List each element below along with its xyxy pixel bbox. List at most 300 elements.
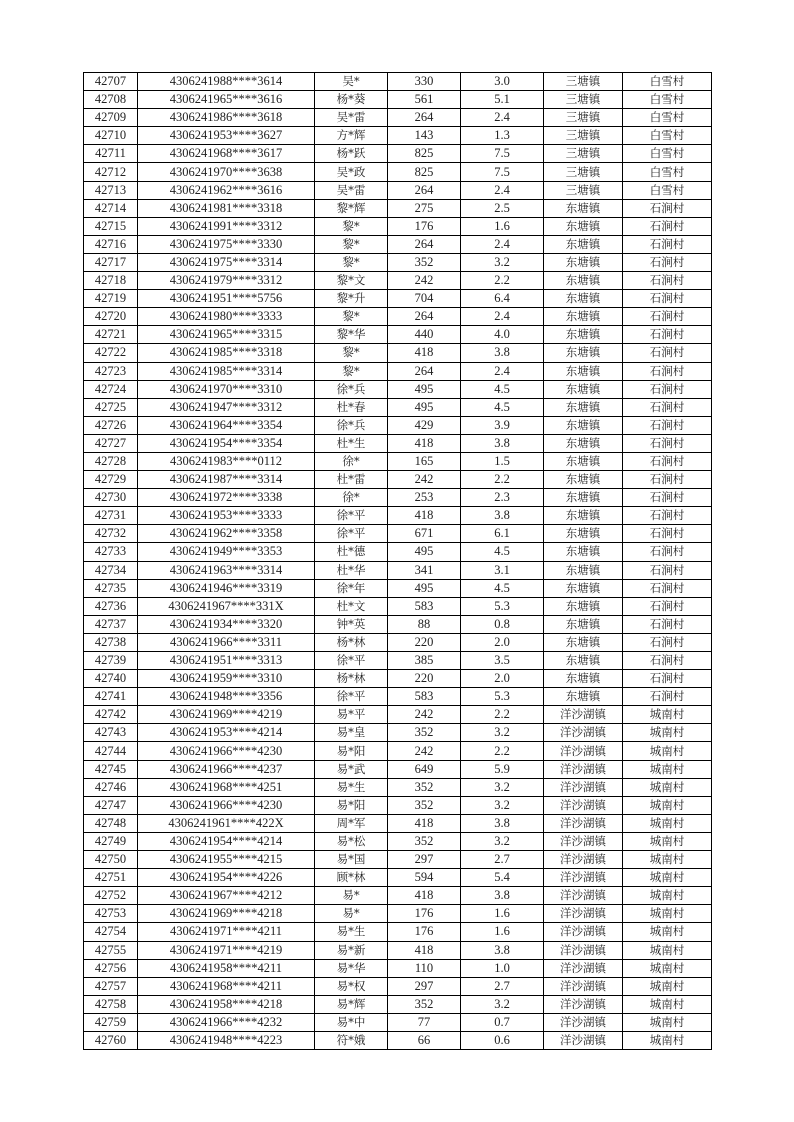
amount-cell: 594 bbox=[388, 869, 461, 887]
table-row bbox=[84, 977, 712, 995]
table-row bbox=[84, 941, 712, 959]
town-cell: 东塘镇 bbox=[544, 362, 623, 380]
row-number-cell: 42725 bbox=[84, 398, 138, 416]
row-number-cell: 42750 bbox=[84, 851, 138, 869]
area-cell: 3.2 bbox=[461, 253, 544, 271]
village-cell: 石涧村 bbox=[623, 217, 712, 235]
town-cell: 洋沙湖镇 bbox=[544, 869, 623, 887]
area-cell: 1.6 bbox=[461, 217, 544, 235]
id-number-cell: 4306241966****4230 bbox=[138, 796, 315, 814]
amount-cell: 264 bbox=[388, 362, 461, 380]
row-number-cell: 42736 bbox=[84, 597, 138, 615]
amount-cell: 352 bbox=[388, 995, 461, 1013]
table-row bbox=[84, 308, 712, 326]
id-number-cell: 4306241970****3638 bbox=[138, 163, 315, 181]
area-cell: 4.5 bbox=[461, 398, 544, 416]
table-row bbox=[84, 760, 712, 778]
amount-cell: 341 bbox=[388, 561, 461, 579]
amount-cell: 418 bbox=[388, 814, 461, 832]
town-cell: 洋沙湖镇 bbox=[544, 778, 623, 796]
village-cell: 城南村 bbox=[623, 959, 712, 977]
area-cell: 3.2 bbox=[461, 796, 544, 814]
town-cell: 三塘镇 bbox=[544, 91, 623, 109]
village-cell: 石涧村 bbox=[623, 452, 712, 470]
town-cell: 东塘镇 bbox=[544, 525, 623, 543]
person-name-cell: 徐*兵 bbox=[315, 380, 388, 398]
amount-cell: 495 bbox=[388, 380, 461, 398]
id-number-cell: 4306241951****3313 bbox=[138, 652, 315, 670]
amount-cell: 825 bbox=[388, 163, 461, 181]
amount-cell: 165 bbox=[388, 452, 461, 470]
row-number-cell: 42714 bbox=[84, 199, 138, 217]
person-name-cell: 顾*林 bbox=[315, 869, 388, 887]
person-name-cell: 易*松 bbox=[315, 832, 388, 850]
person-name-cell: 易*平 bbox=[315, 706, 388, 724]
town-cell: 洋沙湖镇 bbox=[544, 724, 623, 742]
table-row bbox=[84, 995, 712, 1013]
row-number-cell: 42720 bbox=[84, 308, 138, 326]
table-row bbox=[84, 525, 712, 543]
amount-cell: 77 bbox=[388, 1013, 461, 1031]
area-cell: 1.0 bbox=[461, 959, 544, 977]
town-cell: 东塘镇 bbox=[544, 290, 623, 308]
row-number-cell: 42760 bbox=[84, 1031, 138, 1049]
amount-cell: 143 bbox=[388, 127, 461, 145]
town-cell: 洋沙湖镇 bbox=[544, 1013, 623, 1031]
person-name-cell: 易* bbox=[315, 905, 388, 923]
row-number-cell: 42759 bbox=[84, 1013, 138, 1031]
row-number-cell: 42748 bbox=[84, 814, 138, 832]
records-table bbox=[83, 72, 712, 1050]
row-number-cell: 42735 bbox=[84, 579, 138, 597]
village-cell: 城南村 bbox=[623, 977, 712, 995]
id-number-cell: 4306241953****3627 bbox=[138, 127, 315, 145]
area-cell: 2.5 bbox=[461, 199, 544, 217]
row-number-cell: 42738 bbox=[84, 633, 138, 651]
village-cell: 石涧村 bbox=[623, 235, 712, 253]
row-number-cell: 42751 bbox=[84, 869, 138, 887]
row-number-cell: 42715 bbox=[84, 217, 138, 235]
area-cell: 7.5 bbox=[461, 145, 544, 163]
town-cell: 东塘镇 bbox=[544, 235, 623, 253]
village-cell: 城南村 bbox=[623, 832, 712, 850]
amount-cell: 242 bbox=[388, 471, 461, 489]
village-cell: 石涧村 bbox=[623, 543, 712, 561]
village-cell: 石涧村 bbox=[623, 253, 712, 271]
village-cell: 城南村 bbox=[623, 905, 712, 923]
row-number-cell: 42723 bbox=[84, 362, 138, 380]
person-name-cell: 徐*平 bbox=[315, 688, 388, 706]
row-number-cell: 42707 bbox=[84, 73, 138, 91]
amount-cell: 385 bbox=[388, 652, 461, 670]
id-number-cell: 4306241963****3314 bbox=[138, 561, 315, 579]
town-cell: 东塘镇 bbox=[544, 543, 623, 561]
person-name-cell: 黎* bbox=[315, 217, 388, 235]
town-cell: 洋沙湖镇 bbox=[544, 796, 623, 814]
id-number-cell: 4306241954****4226 bbox=[138, 869, 315, 887]
person-name-cell: 徐* bbox=[315, 452, 388, 470]
amount-cell: 88 bbox=[388, 615, 461, 633]
person-name-cell: 徐*平 bbox=[315, 507, 388, 525]
table-row bbox=[84, 73, 712, 91]
amount-cell: 671 bbox=[388, 525, 461, 543]
table-row bbox=[84, 362, 712, 380]
row-number-cell: 42756 bbox=[84, 959, 138, 977]
amount-cell: 242 bbox=[388, 272, 461, 290]
area-cell: 3.2 bbox=[461, 724, 544, 742]
village-cell: 白雪村 bbox=[623, 73, 712, 91]
table-row bbox=[84, 832, 712, 850]
town-cell: 洋沙湖镇 bbox=[544, 977, 623, 995]
id-number-cell: 4306241954****3354 bbox=[138, 434, 315, 452]
row-number-cell: 42722 bbox=[84, 344, 138, 362]
village-cell: 石涧村 bbox=[623, 561, 712, 579]
town-cell: 东塘镇 bbox=[544, 416, 623, 434]
person-name-cell: 黎* bbox=[315, 362, 388, 380]
village-cell: 石涧村 bbox=[623, 579, 712, 597]
id-number-cell: 4306241966****4237 bbox=[138, 760, 315, 778]
town-cell: 洋沙湖镇 bbox=[544, 1031, 623, 1049]
amount-cell: 495 bbox=[388, 543, 461, 561]
village-cell: 城南村 bbox=[623, 796, 712, 814]
row-number-cell: 42743 bbox=[84, 724, 138, 742]
area-cell: 1.3 bbox=[461, 127, 544, 145]
village-cell: 石涧村 bbox=[623, 326, 712, 344]
amount-cell: 297 bbox=[388, 851, 461, 869]
person-name-cell: 易*华 bbox=[315, 959, 388, 977]
person-name-cell: 杨*葵 bbox=[315, 91, 388, 109]
town-cell: 洋沙湖镇 bbox=[544, 832, 623, 850]
village-cell: 石涧村 bbox=[623, 362, 712, 380]
table-row bbox=[84, 778, 712, 796]
amount-cell: 495 bbox=[388, 398, 461, 416]
table-row bbox=[84, 398, 712, 416]
id-number-cell: 4306241948****4223 bbox=[138, 1031, 315, 1049]
village-cell: 城南村 bbox=[623, 742, 712, 760]
row-number-cell: 42709 bbox=[84, 109, 138, 127]
table-row bbox=[84, 181, 712, 199]
village-cell: 石涧村 bbox=[623, 308, 712, 326]
row-number-cell: 42719 bbox=[84, 290, 138, 308]
person-name-cell: 黎*辉 bbox=[315, 199, 388, 217]
row-number-cell: 42726 bbox=[84, 416, 138, 434]
id-number-cell: 4306241980****3333 bbox=[138, 308, 315, 326]
town-cell: 东塘镇 bbox=[544, 597, 623, 615]
row-number-cell: 42708 bbox=[84, 91, 138, 109]
town-cell: 洋沙湖镇 bbox=[544, 814, 623, 832]
row-number-cell: 42754 bbox=[84, 923, 138, 941]
table-row bbox=[84, 887, 712, 905]
row-number-cell: 42710 bbox=[84, 127, 138, 145]
table-row bbox=[84, 1031, 712, 1049]
person-name-cell: 徐*平 bbox=[315, 525, 388, 543]
village-cell: 城南村 bbox=[623, 941, 712, 959]
table-row bbox=[84, 235, 712, 253]
town-cell: 洋沙湖镇 bbox=[544, 923, 623, 941]
person-name-cell: 杨*林 bbox=[315, 633, 388, 651]
town-cell: 洋沙湖镇 bbox=[544, 995, 623, 1013]
amount-cell: 352 bbox=[388, 253, 461, 271]
table-row bbox=[84, 217, 712, 235]
village-cell: 城南村 bbox=[623, 923, 712, 941]
amount-cell: 352 bbox=[388, 724, 461, 742]
table-body bbox=[84, 73, 712, 1050]
area-cell: 4.5 bbox=[461, 543, 544, 561]
id-number-cell: 4306241988****3614 bbox=[138, 73, 315, 91]
town-cell: 三塘镇 bbox=[544, 145, 623, 163]
table-row bbox=[84, 814, 712, 832]
row-number-cell: 42717 bbox=[84, 253, 138, 271]
table-row bbox=[84, 742, 712, 760]
village-cell: 石涧村 bbox=[623, 688, 712, 706]
town-cell: 东塘镇 bbox=[544, 615, 623, 633]
village-cell: 石涧村 bbox=[623, 615, 712, 633]
row-number-cell: 42733 bbox=[84, 543, 138, 561]
village-cell: 城南村 bbox=[623, 760, 712, 778]
row-number-cell: 42728 bbox=[84, 452, 138, 470]
id-number-cell: 4306241967****331X bbox=[138, 597, 315, 615]
person-name-cell: 易*皇 bbox=[315, 724, 388, 742]
table-row bbox=[84, 869, 712, 887]
amount-cell: 704 bbox=[388, 290, 461, 308]
person-name-cell: 方*辉 bbox=[315, 127, 388, 145]
table-row bbox=[84, 851, 712, 869]
town-cell: 东塘镇 bbox=[544, 344, 623, 362]
table-row bbox=[84, 489, 712, 507]
table-row bbox=[84, 344, 712, 362]
amount-cell: 264 bbox=[388, 181, 461, 199]
table-row bbox=[84, 579, 712, 597]
town-cell: 东塘镇 bbox=[544, 308, 623, 326]
row-number-cell: 42713 bbox=[84, 181, 138, 199]
table-row bbox=[84, 326, 712, 344]
area-cell: 1.6 bbox=[461, 923, 544, 941]
amount-cell: 495 bbox=[388, 579, 461, 597]
area-cell: 4.5 bbox=[461, 380, 544, 398]
id-number-cell: 4306241953****4214 bbox=[138, 724, 315, 742]
id-number-cell: 4306241961****422X bbox=[138, 814, 315, 832]
person-name-cell: 易*辉 bbox=[315, 995, 388, 1013]
person-name-cell: 易*武 bbox=[315, 760, 388, 778]
person-name-cell: 易*国 bbox=[315, 851, 388, 869]
area-cell: 2.4 bbox=[461, 235, 544, 253]
row-number-cell: 42746 bbox=[84, 778, 138, 796]
table-row bbox=[84, 91, 712, 109]
table-row bbox=[84, 706, 712, 724]
person-name-cell: 黎*升 bbox=[315, 290, 388, 308]
town-cell: 东塘镇 bbox=[544, 507, 623, 525]
amount-cell: 649 bbox=[388, 760, 461, 778]
row-number-cell: 42732 bbox=[84, 525, 138, 543]
table-row bbox=[84, 633, 712, 651]
id-number-cell: 4306241965****3315 bbox=[138, 326, 315, 344]
village-cell: 城南村 bbox=[623, 1031, 712, 1049]
person-name-cell: 易*生 bbox=[315, 923, 388, 941]
town-cell: 东塘镇 bbox=[544, 561, 623, 579]
row-number-cell: 42716 bbox=[84, 235, 138, 253]
area-cell: 2.2 bbox=[461, 742, 544, 760]
amount-cell: 352 bbox=[388, 832, 461, 850]
village-cell: 石涧村 bbox=[623, 398, 712, 416]
person-name-cell: 吴*政 bbox=[315, 163, 388, 181]
row-number-cell: 42727 bbox=[84, 434, 138, 452]
area-cell: 2.3 bbox=[461, 489, 544, 507]
town-cell: 三塘镇 bbox=[544, 109, 623, 127]
village-cell: 城南村 bbox=[623, 869, 712, 887]
id-number-cell: 4306241981****3318 bbox=[138, 199, 315, 217]
amount-cell: 176 bbox=[388, 923, 461, 941]
town-cell: 东塘镇 bbox=[544, 652, 623, 670]
town-cell: 洋沙湖镇 bbox=[544, 760, 623, 778]
person-name-cell: 钟*英 bbox=[315, 615, 388, 633]
person-name-cell: 杨*跃 bbox=[315, 145, 388, 163]
row-number-cell: 42741 bbox=[84, 688, 138, 706]
person-name-cell: 杨*林 bbox=[315, 670, 388, 688]
area-cell: 0.8 bbox=[461, 615, 544, 633]
amount-cell: 418 bbox=[388, 344, 461, 362]
id-number-cell: 4306241969****4219 bbox=[138, 706, 315, 724]
area-cell: 2.2 bbox=[461, 706, 544, 724]
town-cell: 东塘镇 bbox=[544, 272, 623, 290]
village-cell: 石涧村 bbox=[623, 525, 712, 543]
area-cell: 2.0 bbox=[461, 670, 544, 688]
village-cell: 白雪村 bbox=[623, 181, 712, 199]
town-cell: 洋沙湖镇 bbox=[544, 706, 623, 724]
id-number-cell: 4306241967****4212 bbox=[138, 887, 315, 905]
amount-cell: 429 bbox=[388, 416, 461, 434]
town-cell: 东塘镇 bbox=[544, 199, 623, 217]
village-cell: 城南村 bbox=[623, 995, 712, 1013]
id-number-cell: 4306241951****5756 bbox=[138, 290, 315, 308]
table-row bbox=[84, 199, 712, 217]
person-name-cell: 杜*德 bbox=[315, 543, 388, 561]
person-name-cell: 黎* bbox=[315, 344, 388, 362]
village-cell: 城南村 bbox=[623, 814, 712, 832]
amount-cell: 264 bbox=[388, 308, 461, 326]
person-name-cell: 易*新 bbox=[315, 941, 388, 959]
town-cell: 洋沙湖镇 bbox=[544, 941, 623, 959]
row-number-cell: 42721 bbox=[84, 326, 138, 344]
village-cell: 城南村 bbox=[623, 706, 712, 724]
table-row bbox=[84, 543, 712, 561]
id-number-cell: 4306241958****4218 bbox=[138, 995, 315, 1013]
id-number-cell: 4306241966****3311 bbox=[138, 633, 315, 651]
id-number-cell: 4306241934****3320 bbox=[138, 615, 315, 633]
row-number-cell: 42718 bbox=[84, 272, 138, 290]
village-cell: 石涧村 bbox=[623, 290, 712, 308]
row-number-cell: 42744 bbox=[84, 742, 138, 760]
amount-cell: 297 bbox=[388, 977, 461, 995]
person-name-cell: 吴*雷 bbox=[315, 181, 388, 199]
person-name-cell: 杜*雷 bbox=[315, 471, 388, 489]
amount-cell: 264 bbox=[388, 109, 461, 127]
id-number-cell: 4306241985****3318 bbox=[138, 344, 315, 362]
town-cell: 东塘镇 bbox=[544, 688, 623, 706]
id-number-cell: 4306241964****3354 bbox=[138, 416, 315, 434]
id-number-cell: 4306241971****4219 bbox=[138, 941, 315, 959]
village-cell: 白雪村 bbox=[623, 145, 712, 163]
area-cell: 5.3 bbox=[461, 688, 544, 706]
area-cell: 2.4 bbox=[461, 181, 544, 199]
row-number-cell: 42739 bbox=[84, 652, 138, 670]
amount-cell: 275 bbox=[388, 199, 461, 217]
id-number-cell: 4306241962****3358 bbox=[138, 525, 315, 543]
amount-cell: 66 bbox=[388, 1031, 461, 1049]
id-number-cell: 4306241968****4251 bbox=[138, 778, 315, 796]
village-cell: 石涧村 bbox=[623, 670, 712, 688]
table-row bbox=[84, 434, 712, 452]
id-number-cell: 4306241991****3312 bbox=[138, 217, 315, 235]
table-row bbox=[84, 688, 712, 706]
village-cell: 石涧村 bbox=[623, 507, 712, 525]
person-name-cell: 杜*春 bbox=[315, 398, 388, 416]
town-cell: 东塘镇 bbox=[544, 253, 623, 271]
amount-cell: 418 bbox=[388, 887, 461, 905]
area-cell: 3.2 bbox=[461, 832, 544, 850]
row-number-cell: 42753 bbox=[84, 905, 138, 923]
area-cell: 5.1 bbox=[461, 91, 544, 109]
row-number-cell: 42712 bbox=[84, 163, 138, 181]
area-cell: 2.7 bbox=[461, 851, 544, 869]
table-row bbox=[84, 253, 712, 271]
town-cell: 东塘镇 bbox=[544, 452, 623, 470]
id-number-cell: 4306241971****4211 bbox=[138, 923, 315, 941]
village-cell: 白雪村 bbox=[623, 163, 712, 181]
area-cell: 3.9 bbox=[461, 416, 544, 434]
person-name-cell: 徐*平 bbox=[315, 652, 388, 670]
person-name-cell: 徐* bbox=[315, 489, 388, 507]
id-number-cell: 4306241955****4215 bbox=[138, 851, 315, 869]
amount-cell: 418 bbox=[388, 434, 461, 452]
amount-cell: 330 bbox=[388, 73, 461, 91]
id-number-cell: 4306241987****3314 bbox=[138, 471, 315, 489]
id-number-cell: 4306241979****3312 bbox=[138, 272, 315, 290]
village-cell: 石涧村 bbox=[623, 652, 712, 670]
row-number-cell: 42758 bbox=[84, 995, 138, 1013]
village-cell: 石涧村 bbox=[623, 344, 712, 362]
table-row bbox=[84, 724, 712, 742]
id-number-cell: 4306241970****3310 bbox=[138, 380, 315, 398]
village-cell: 白雪村 bbox=[623, 109, 712, 127]
table-row bbox=[84, 597, 712, 615]
area-cell: 6.1 bbox=[461, 525, 544, 543]
town-cell: 东塘镇 bbox=[544, 579, 623, 597]
area-cell: 3.2 bbox=[461, 995, 544, 1013]
amount-cell: 264 bbox=[388, 235, 461, 253]
village-cell: 石涧村 bbox=[623, 272, 712, 290]
village-cell: 石涧村 bbox=[623, 633, 712, 651]
town-cell: 三塘镇 bbox=[544, 163, 623, 181]
amount-cell: 352 bbox=[388, 778, 461, 796]
area-cell: 2.4 bbox=[461, 308, 544, 326]
person-name-cell: 黎*文 bbox=[315, 272, 388, 290]
row-number-cell: 42729 bbox=[84, 471, 138, 489]
person-name-cell: 易* bbox=[315, 887, 388, 905]
person-name-cell: 徐*兵 bbox=[315, 416, 388, 434]
person-name-cell: 杜*华 bbox=[315, 561, 388, 579]
area-cell: 3.8 bbox=[461, 941, 544, 959]
id-number-cell: 4306241958****4211 bbox=[138, 959, 315, 977]
id-number-cell: 4306241947****3312 bbox=[138, 398, 315, 416]
area-cell: 3.5 bbox=[461, 652, 544, 670]
table-row bbox=[84, 109, 712, 127]
row-number-cell: 42730 bbox=[84, 489, 138, 507]
row-number-cell: 42755 bbox=[84, 941, 138, 959]
area-cell: 4.0 bbox=[461, 326, 544, 344]
person-name-cell: 周*军 bbox=[315, 814, 388, 832]
table-row bbox=[84, 471, 712, 489]
amount-cell: 176 bbox=[388, 217, 461, 235]
